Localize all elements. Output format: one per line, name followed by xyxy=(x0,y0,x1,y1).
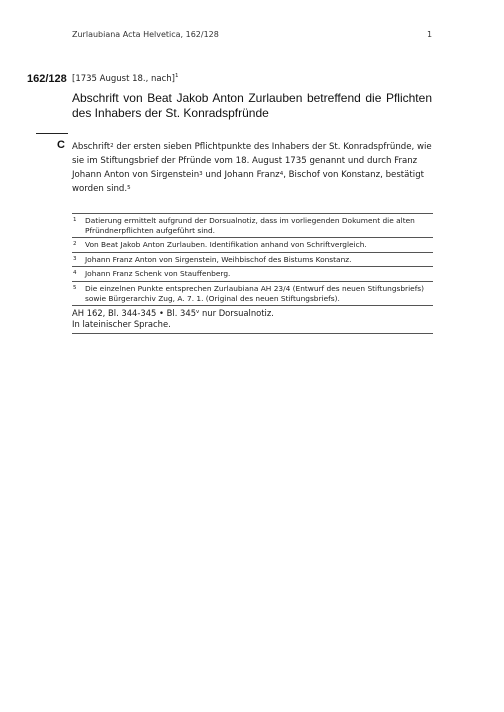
document-date xyxy=(72,74,179,84)
source-ref-a: AH 162, Bl. 344-345 • Bl. 345 xyxy=(72,308,197,319)
source-reference xyxy=(72,308,433,319)
footnote-text: Johann Franz Anton von Sirgenstein, Weihbischof des Bistums Konstanz. xyxy=(85,254,352,264)
footnote-ref-4[interactable]: 4 xyxy=(279,171,284,177)
source-note xyxy=(72,306,433,334)
footnote-ref-2[interactable]: 2 xyxy=(110,143,114,149)
footnote-marker: 4 xyxy=(73,270,77,277)
running-header-collection: Zurlaubiana Acta Helvetica, 162/128 xyxy=(72,30,219,39)
footnote xyxy=(72,238,433,253)
document-number: 162/128 xyxy=(27,73,67,85)
source-ref-b: nur Dorsualnotiz. xyxy=(199,308,274,319)
footnote xyxy=(72,267,433,282)
footnote-text: Von Beat Jakob Anton Zurlauben. Identifikation anhand von Schriftvergleich. xyxy=(85,240,367,250)
date-text: [1735 August 18., nach] xyxy=(72,74,175,84)
section-rule xyxy=(36,133,68,134)
regest-part: , Bischof von Konstanz, bestätigt worden sind. xyxy=(72,170,425,194)
footnote-text: Johann Franz Schenk von Stauffenberg. xyxy=(85,269,231,279)
footnote-ref-5[interactable]: 5 xyxy=(127,185,131,191)
footnote-text: Die einzelnen Punkte entsprechen Zurlaubiana AH 23/4 (Entwurf des neuen Stiftungsbriefs) sowie Bürgerarchiv Zug, A. 7. 1. (Original des neuen Stiftungsbriefs). xyxy=(85,283,425,303)
footnote-apparatus xyxy=(72,213,433,334)
footnote-marker: 1 xyxy=(73,217,77,223)
footnote-marker: 2 xyxy=(73,241,77,248)
regest-part: und Johann Franz xyxy=(202,170,280,180)
footnote-ref-3[interactable]: 3 xyxy=(199,171,203,177)
regest-text xyxy=(72,140,432,196)
regest-part: der ersten sieben Pflichtpunkte des Inhabers der St. Konradspfründe, wie sie im Stiftungsbrief der Pfründe vom 18. August 1735 genannt und durch Franz Johann Anton von Sirgenstein xyxy=(72,142,432,180)
regest-part: Abschrift xyxy=(72,142,111,152)
regest-label: C xyxy=(57,139,65,151)
footnote-text: Datierung ermittelt aufgrund der Dorsualnotiz, dass im vorliegenden Dokument die alten Pfründnerpflichten aufgeführt sind. xyxy=(85,216,415,235)
document-title: Abschrift von Beat Jakob Anton Zurlauben betreffend die Pflichten des Inhabers der St. Konradspfründe xyxy=(72,91,432,120)
footnote-marker: 3 xyxy=(73,255,77,262)
footnote xyxy=(72,282,433,306)
verso-marker: v xyxy=(196,309,200,316)
footnote xyxy=(72,213,433,238)
footnote xyxy=(72,253,433,268)
page-number: 1 xyxy=(427,30,433,39)
footnote-marker: 5 xyxy=(73,284,77,291)
source-language: In lateinischer Sprache. xyxy=(72,319,171,330)
footnote-ref-1[interactable]: 1 xyxy=(175,73,179,79)
